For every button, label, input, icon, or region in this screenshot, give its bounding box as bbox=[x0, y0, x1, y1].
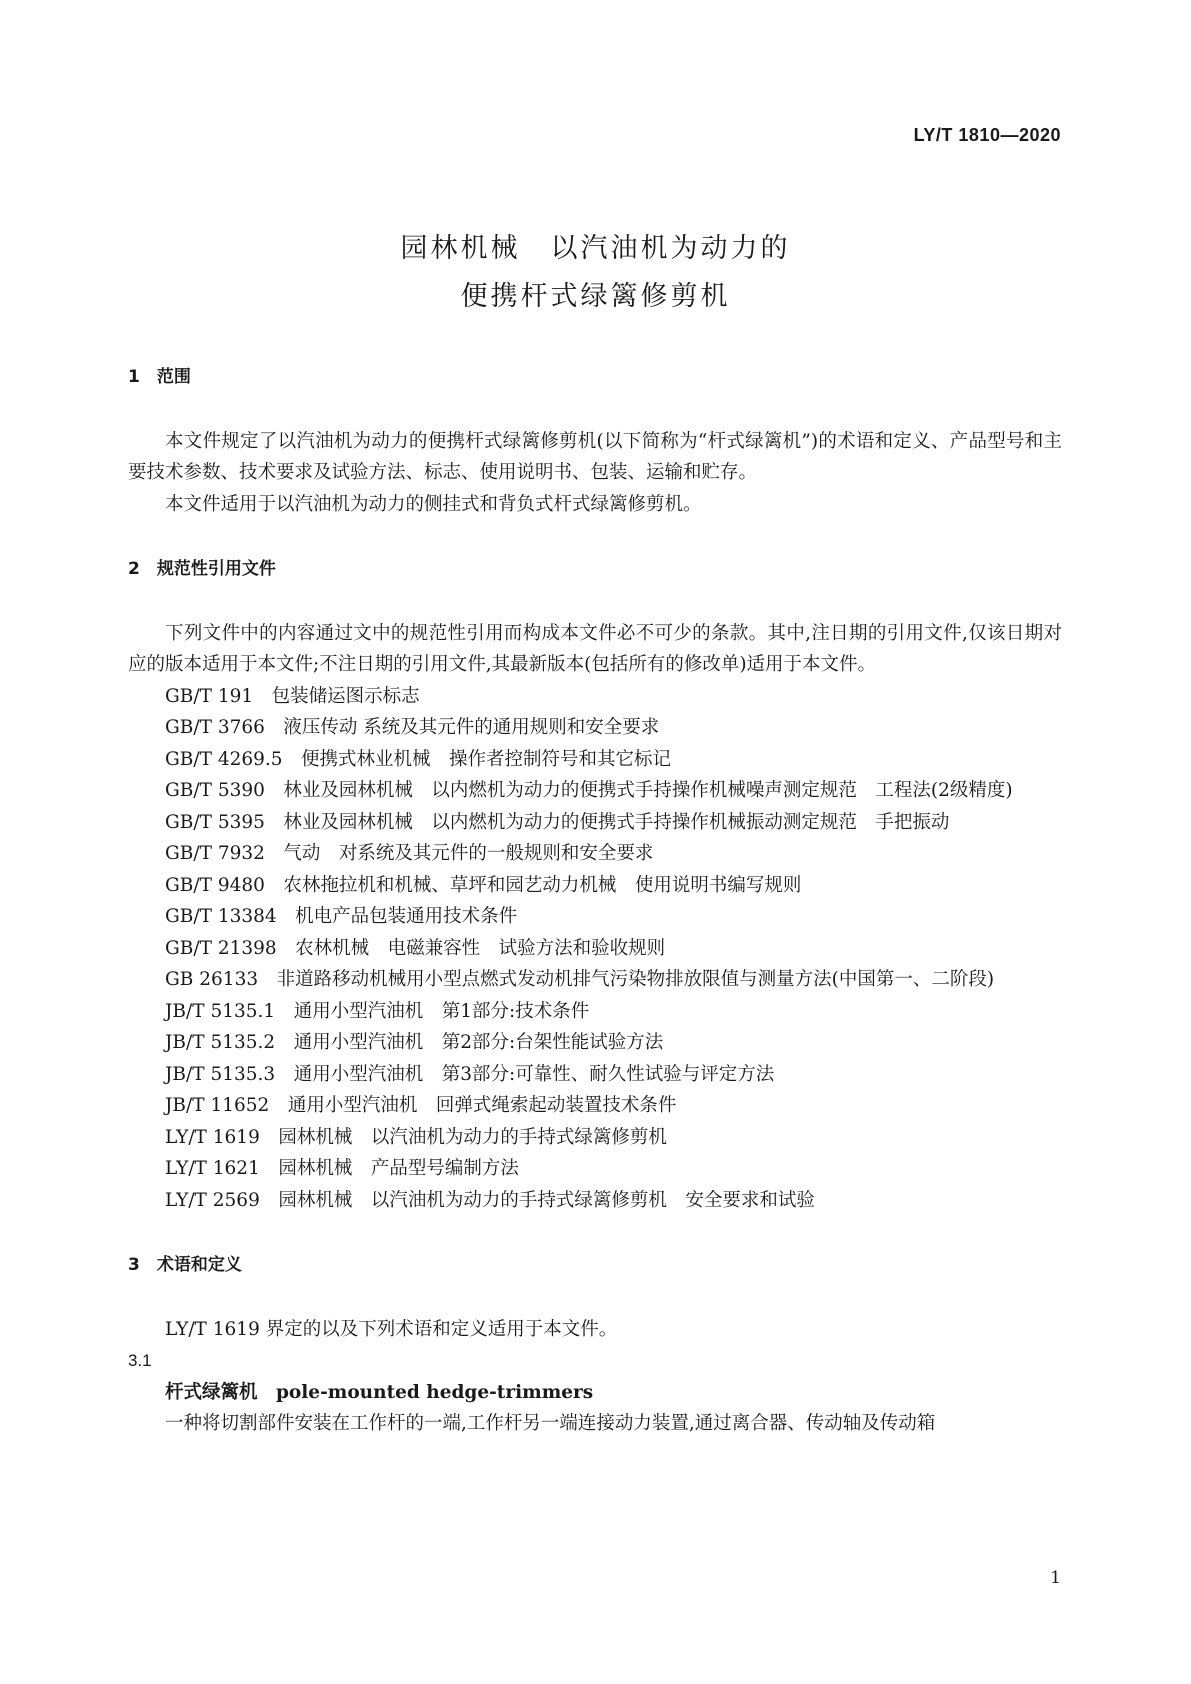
standard-code: LY/T 1810—2020 bbox=[913, 125, 1061, 145]
section-2-intro: 下列文件中的内容通过文中的规范性引用而构成本文件必不可少的条款。其中,注日期的引用文件,仅该日期对应的版本适用于本文件;不注日期的引用文件,其最新版本(包括所有的修改单)适用于本文件。 bbox=[128, 622, 1062, 675]
section-3-heading: 3 术语和定义 bbox=[128, 1255, 242, 1275]
reference-item: GB/T 191 包装储运图示标志 bbox=[165, 685, 420, 707]
reference-item: GB/T 13384 机电产品包装通用技术条件 bbox=[165, 906, 518, 927]
page-number: 1 bbox=[1050, 1568, 1061, 1588]
section-1-heading: 1 范围 bbox=[128, 367, 191, 387]
reference-item: GB/T 4269.5 便携式林业机械 操作者控制符号和其它标记 bbox=[165, 748, 672, 770]
term-definition: 一种将切割部件安装在工作杆的一端,工作杆另一端连接动力装置,通过离合器、传动轴及传动箱 bbox=[165, 1413, 936, 1434]
title-line-2: 便携杆式绿篱修剪机 bbox=[460, 281, 731, 312]
reference-item: GB/T 5395 林业及园林机械 以内燃机为动力的便携式手持操作机械振动测定规范 手把振动 bbox=[165, 811, 950, 833]
section-1-paragraph: 本文件规定了以汽油机为动力的便携杆式绿篱修剪机(以下简称为“杆式绿篱机”)的术语和定义、产品型号和主要技术参数、技术要求及试验方法、标志、使用说明书、包装、运输和贮存。 bbox=[128, 430, 1062, 483]
term-title: 杆式绿篱机 pole-mounted hedge-trimmers bbox=[165, 1381, 594, 1403]
reference-item: LY/T 1621 园林机械 产品型号编制方法 bbox=[165, 1158, 519, 1179]
title-line-1: 园林机械 以汽油机为动力的 bbox=[400, 233, 791, 264]
reference-item: GB/T 21398 农林机械 电磁兼容性 试验方法和验收规则 bbox=[165, 937, 666, 959]
reference-item: JB/T 5135.1 通用小型汽油机 第1部分:技术条件 bbox=[165, 1000, 590, 1022]
reference-item: GB/T 9480 农林拖拉机和机械、草坪和园艺动力机械 使用说明书编写规则 bbox=[165, 874, 802, 896]
section-2-heading: 2 规范性引用文件 bbox=[128, 559, 276, 579]
document-title bbox=[0, 225, 1191, 321]
reference-item: JB/T 5135.2 通用小型汽油机 第2部分:台架性能试验方法 bbox=[165, 1032, 664, 1053]
document-body bbox=[128, 362, 1062, 1440]
reference-item: JB/T 11652 通用小型汽油机 回弹式绳索起动装置技术条件 bbox=[165, 1095, 677, 1116]
reference-item: GB/T 7932 气动 对系统及其元件的一般规则和安全要求 bbox=[165, 843, 654, 864]
reference-item: GB/T 5390 林业及园林机械 以内燃机为动力的便携式手持操作机械噪声测定规范 工程法(2级精度) bbox=[165, 780, 1013, 801]
reference-item: GB/T 3766 液压传动 系统及其元件的通用规则和安全要求 bbox=[165, 717, 660, 738]
section-1-paragraph: 本文件适用于以汽油机为动力的侧挂式和背负式杆式绿篱修剪机。 bbox=[165, 493, 702, 515]
reference-item: GB 26133 非道路移动机械用小型点燃式发动机排气污染物排放限值与测量方法(中国第一、二阶段) bbox=[165, 969, 995, 990]
term-number: 3.1 bbox=[128, 1351, 152, 1370]
reference-item: LY/T 1619 园林机械 以汽油机为动力的手持式绿篱修剪机 bbox=[165, 1126, 667, 1148]
section-3-intro: LY/T 1619 界定的以及下列术语和定义适用于本文件。 bbox=[165, 1318, 618, 1340]
reference-item: LY/T 2569 园林机械 以汽油机为动力的手持式绿篱修剪机 安全要求和试验 bbox=[165, 1189, 815, 1211]
reference-item: JB/T 5135.3 通用小型汽油机 第3部分:可靠性、耐久性试验与评定方法 bbox=[165, 1063, 775, 1085]
